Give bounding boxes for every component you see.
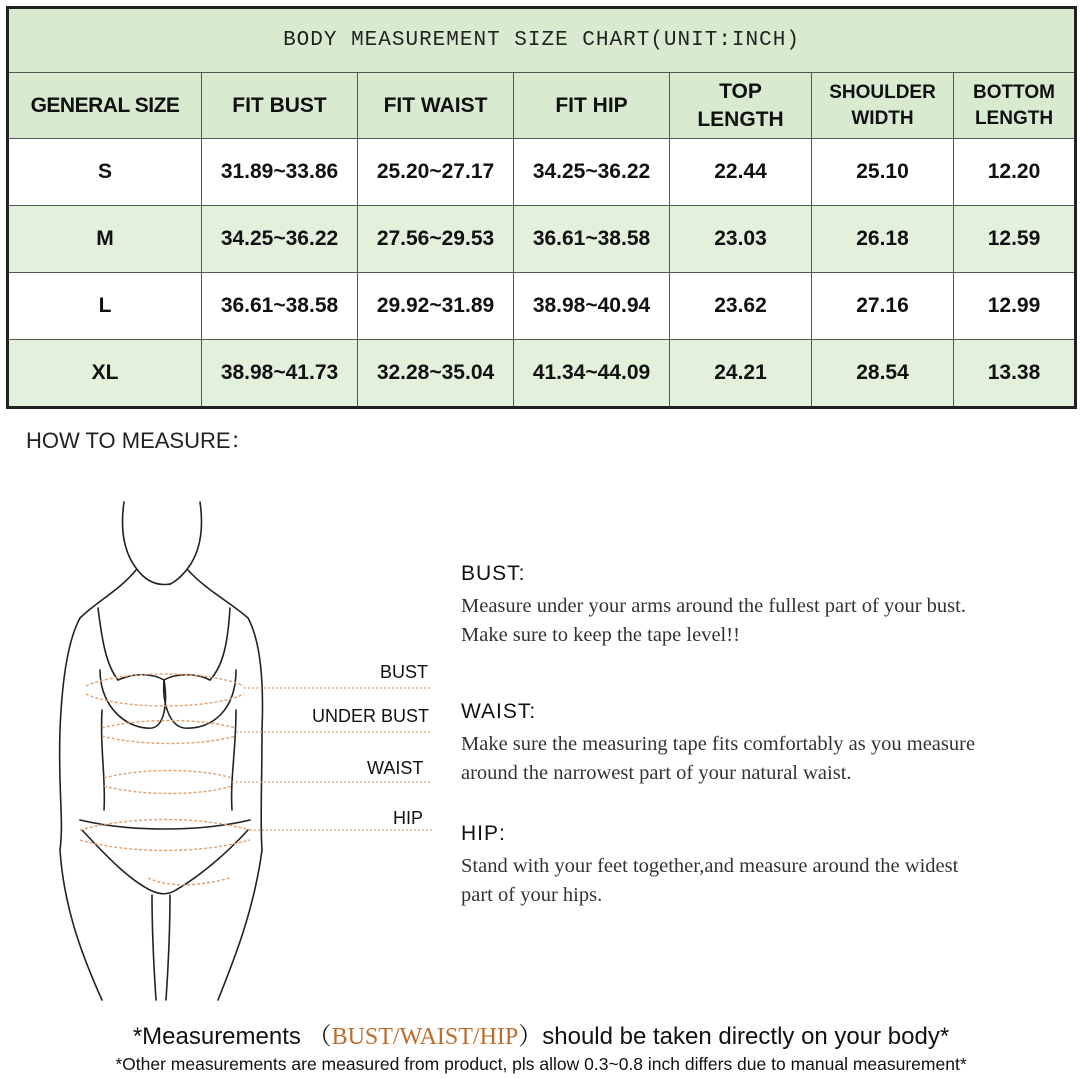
figure-label-bust: BUST <box>380 662 429 682</box>
instruction-line: Make sure to keep the tape level!! <box>461 624 740 646</box>
header-fit-hip: FIT HIP <box>514 73 670 139</box>
figure-label-hip: HIP <box>393 808 424 828</box>
table-row <box>8 206 1076 273</box>
cell-top-length: 22.44 <box>670 139 812 206</box>
cell-shoulder-width: 28.54 <box>812 340 954 408</box>
cell-fit-hip: 38.98~40.94 <box>514 273 670 340</box>
cell-top-length: 24.21 <box>670 340 812 408</box>
header-fit-waist: FIT WAIST <box>358 73 514 139</box>
bust-heading: BUST: <box>461 562 526 585</box>
cell-fit-bust: 31.89~33.86 <box>202 139 358 206</box>
cell-shoulder-width: 25.10 <box>812 139 954 206</box>
cell-size: S <box>8 139 202 206</box>
instruction-line: Make sure the measuring tape fits comfortably as you measure <box>461 733 976 755</box>
size-chart-title: BODY MEASUREMENT SIZE CHART(UNIT:INCH) <box>8 8 1076 73</box>
cell-fit-bust: 36.61~38.58 <box>202 273 358 340</box>
header-fit-bust: FIT BUST <box>202 73 358 139</box>
figure-label-under-bust: UNDER BUST <box>312 706 430 726</box>
cell-shoulder-width: 27.16 <box>812 273 954 340</box>
cell-fit-bust: 34.25~36.22 <box>202 206 358 273</box>
measurement-note-accent: BUST/WAIST/HIP <box>331 1024 519 1050</box>
cell-fit-hip: 41.34~44.09 <box>514 340 670 408</box>
cell-bottom-length: 13.38 <box>954 340 1076 408</box>
header-row <box>8 73 1076 139</box>
cell-fit-waist: 32.28~35.04 <box>358 340 514 408</box>
bust-instructions <box>461 562 1071 650</box>
measurement-note: *Measurements （BUST/WAIST/HIP）should be taken directly on your body* <box>132 1023 950 1050</box>
cell-fit-hip: 34.25~36.22 <box>514 139 670 206</box>
how-to-measure-title: HOW TO MEASURE： <box>26 428 253 453</box>
instruction-line: Stand with your feet together,and measure around the widest <box>461 855 959 877</box>
header-general-size: GENERAL SIZE <box>8 73 202 139</box>
product-measurement-note: *Other measurements are measured from product, pls allow 0.3~0.8 inch differs due to manual measurement* <box>115 1054 967 1074</box>
body-outline-figure <box>40 490 460 1010</box>
cell-top-length: 23.62 <box>670 273 812 340</box>
cell-fit-hip: 36.61~38.58 <box>514 206 670 273</box>
table-row <box>8 273 1076 340</box>
cell-fit-waist: 27.56~29.53 <box>358 206 514 273</box>
hip-heading: HIP: <box>461 822 506 845</box>
figure-label-waist: WAIST <box>367 758 424 778</box>
cell-size: M <box>8 206 202 273</box>
cell-top-length: 23.03 <box>670 206 812 273</box>
cell-fit-waist: 25.20~27.17 <box>358 139 514 206</box>
header-top-length: TOP LENGTH <box>670 73 812 139</box>
instruction-line: around the narrowest part of your natural waist. <box>461 762 852 784</box>
header-bottom-length: BOTTOM LENGTH <box>954 73 1076 139</box>
hip-instructions <box>461 822 1071 910</box>
table-row <box>8 340 1076 408</box>
cell-fit-waist: 29.92~31.89 <box>358 273 514 340</box>
waist-instructions <box>461 700 1071 788</box>
body-outline-icon <box>40 490 460 1010</box>
cell-size: XL <box>8 340 202 408</box>
cell-bottom-length: 12.20 <box>954 139 1076 206</box>
cell-bottom-length: 12.99 <box>954 273 1076 340</box>
cell-bottom-length: 12.59 <box>954 206 1076 273</box>
cell-fit-bust: 38.98~41.73 <box>202 340 358 408</box>
cell-size: L <box>8 273 202 340</box>
table-row <box>8 139 1076 206</box>
cell-shoulder-width: 26.18 <box>812 206 954 273</box>
instruction-line: part of your hips. <box>461 884 603 906</box>
size-chart-table <box>6 6 1077 409</box>
header-shoulder-width: SHOULDER WIDTH <box>812 73 954 139</box>
waist-heading: WAIST: <box>461 700 537 723</box>
instruction-line: Measure under your arms around the fullest part of your bust. <box>461 595 966 617</box>
